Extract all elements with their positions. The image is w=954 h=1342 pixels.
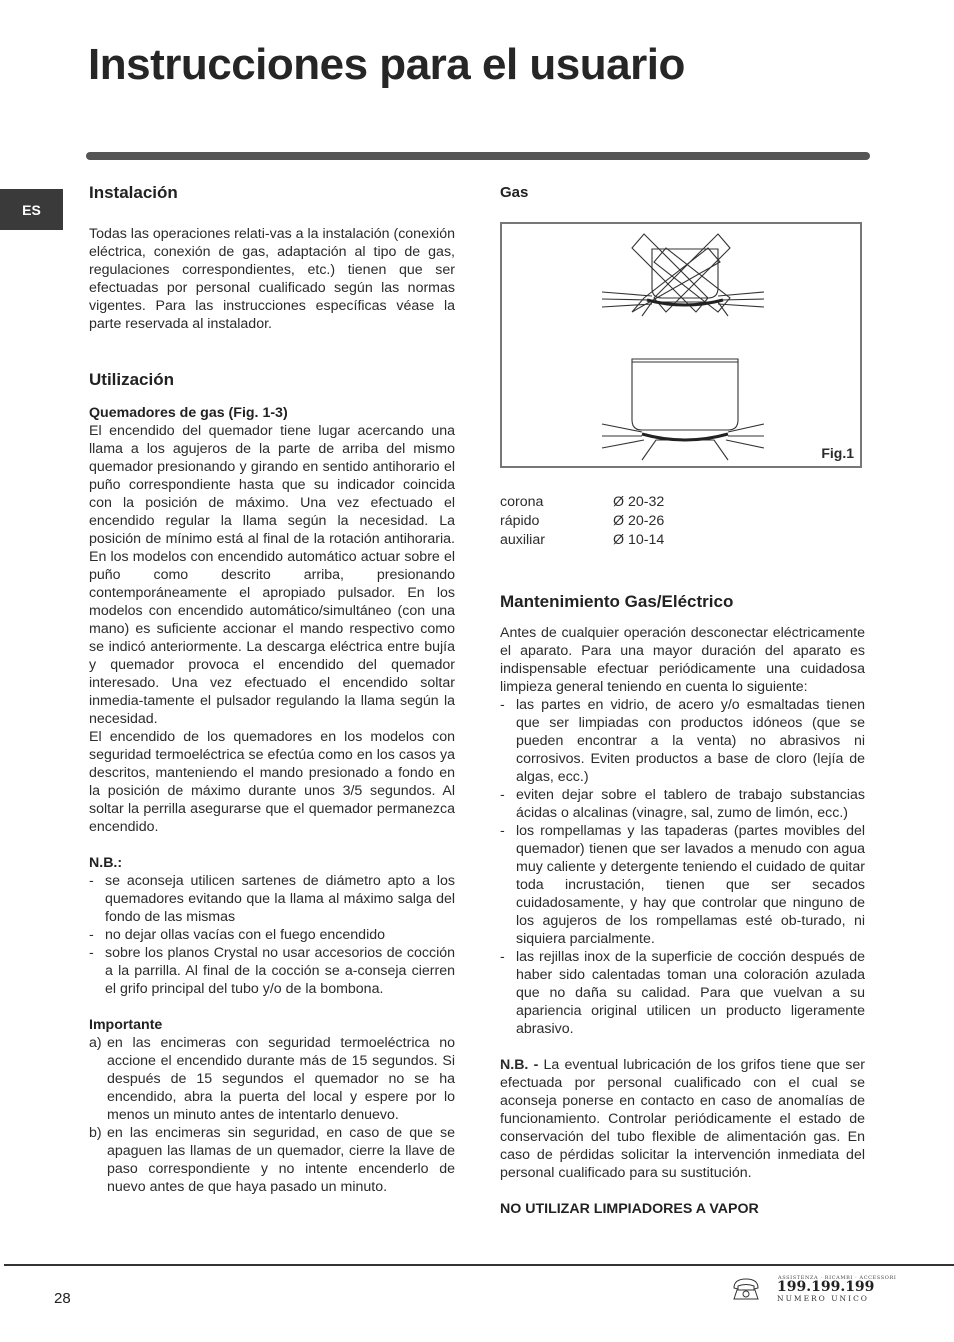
quemadores-paragraph-2: El encendido de los quemadores en los modelos con seguridad termoeléctrica se efectúa como en los casos ya descritos, manteniendo el mando presionado a fondo en la posición de máximo durante unos 3/5 segundos. Al soltar la perrilla asegurarse que el quemador permanezca encendido. — [89, 729, 455, 835]
importante-heading: Importante — [89, 1017, 163, 1033]
burner-name: corona — [500, 494, 544, 510]
nb-list — [89, 872, 455, 998]
page-number: 28 — [54, 1290, 71, 1307]
figure-caption: Fig.1 — [821, 445, 854, 461]
quemadores-paragraph-1: El encendido del quemador tiene lugar acercando una llama a los agujeros de la parte de arriba del mismo quemador presionando y girando en sentido antihorario el puño correspondiente hasta que su indicador coincida con la posición de máximo. Una vez efectuado el encendido regular la llama según la necesidad. La posición de mínimo está al final de la rotación antihoraria. En los modelos con encendido automático actuar sobre el puño como descrito arriba, presionando contemporáneamente el apropiado pulsador. En los modelos con encendido automático/simultáneo (con una mano) es suficiente accionar el mando respectivo como se indicó anteriormente. La descarga eléctrica entre bujía y quemador provoca el encendido del quemador interesado. Una vez efectuado el encendido soltar inmedia-tamente el pulsador regulando la llama según la necesidad. — [89, 423, 455, 727]
list-item: - los rompellamas y las tapaderas (partes movibles del quemador) tienen que ser lavados a menudo con agua muy caliente y detergente teniendo el cuidado de quitar toda incrustación, tienen que ser secados cuidadosamente, y hay que controlar que ninguno de los agujeros de los rompellamas esté ob-turado, ni siquiera parcialmente. — [500, 822, 865, 948]
nb-heading: N.B.: — [89, 855, 123, 871]
importante-list — [89, 1034, 455, 1196]
list-item-text: en las encimeras sin seguridad, en caso de que se apaguen las llamas de un quemador, cierre la llave de paso correspondiente y no intente encenderlo de nuevo antes de que haya pasado un minuto. — [107, 1125, 455, 1195]
phone-icon — [734, 1279, 758, 1299]
burner-diameter: Ø 20-32 — [613, 494, 665, 510]
page-title: Instrucciones para el usuario — [88, 40, 685, 89]
header-divider — [86, 152, 870, 160]
mantenimiento-list — [500, 696, 865, 1038]
nb-label: N.B. - — [500, 1057, 539, 1073]
list-item — [89, 1034, 455, 1124]
burner-name: rápido — [500, 513, 540, 529]
mantenimiento-nb — [500, 1056, 865, 1182]
steam-cleaner-warning: NO UTILIZAR LIMPIADORES A VAPOR — [500, 1201, 759, 1217]
quemadores-subheading: Quemadores de gas (Fig. 1-3) — [89, 405, 288, 421]
list-item — [89, 1124, 455, 1196]
mantenimiento-heading: Mantenimiento Gas/Eléctrico — [500, 592, 734, 611]
list-item: - las partes en vidrio, de acero y/o esmaltadas tienen que ser limpiadas con productos idóneos (que se pueden encontrar a la venta) no abrasivos ni corrosivos. Eviten productos a base de cloro (lejía de algas, ecc.) — [500, 696, 865, 786]
mantenimiento-intro: Antes de cualquier operación desconectar eléctricamente el aparato. Para una mayor duración del aparato es indispensable efectuar periódicamente una cuidadosa limpieza general teniendo en cuenta lo siguiente: — [500, 625, 865, 695]
burner-figure — [500, 222, 862, 468]
list-marker: b) — [89, 1125, 102, 1141]
left-column — [89, 184, 455, 1196]
language-tab: ES — [0, 189, 63, 230]
burner-diagram — [502, 224, 860, 466]
table-row — [500, 531, 664, 550]
service-number-logo — [732, 1274, 897, 1304]
list-item: - las rejillas inox de la superficie de cocción después de haber sido calentadas toman una coloración azulada que no daña su calidad. Para que vuelvan a su apariencia original utilicen un producto ligeramente abrasivo. — [500, 948, 865, 1038]
logo-number: 199.199.199 — [777, 1279, 875, 1295]
burner-size-table — [500, 493, 664, 550]
instalacion-heading: Instalación — [89, 183, 178, 202]
list-item: - se aconseja utilicen sartenes de diámetro apto a los quemadores evitando que la llama al máximo salga del fondo de las mismas — [89, 872, 455, 926]
list-marker: a) — [89, 1035, 102, 1051]
burner-diameter: Ø 10-14 — [613, 532, 665, 548]
gas-heading: Gas — [500, 184, 529, 201]
burner-diameter: Ø 20-26 — [613, 513, 665, 529]
list-item: - no dejar ollas vacías con el fuego encendido — [89, 926, 455, 944]
footer-divider — [4, 1264, 954, 1266]
instalacion-text: Todas las operaciones relati-vas a la instalación (conexión eléctrica, conexión de gas, adaptación al tipo de gas, regulaciones correspondientes, etc.) tienen que ser efectuadas por personal cualificado según las normas vigentes. Para las instrucciones específicas véase la parte reservada al instalador. — [89, 226, 455, 332]
utilizacion-heading: Utilización — [89, 370, 175, 389]
nb-text: La eventual lubricación de los grifos tiene que ser efectuada por personal cualificado con el cual se aconseja ponerse en contacto en caso de anomalías de funcionamiento. Controlar periódicamente el estado de conservación del tubo flexible de alimentación gas. En caso de pérdidas solicitar la intervención inmediata del personal cualificado para su sustitución. — [500, 1057, 866, 1181]
burner-name: auxiliar — [500, 532, 545, 548]
list-item-text: en las encimeras con seguridad termoeléctrica no accione el encendido durante más de 15 segundos. Si después de 15 segundos el quemador no se ha encendido, abra la puerta del local y espere por lo menos un minuto antes de intentarlo denuevo. — [107, 1035, 455, 1123]
list-item: - sobre los planos Crystal no usar accesorios de cocción a la parrilla. Al final de la cocción se a-conseja cierren el grifo principal del tubo y/o de la bombona. — [89, 944, 455, 998]
logo-top-text: ASSISTENZA · RICAMBI · ACCESSORI — [778, 1275, 897, 1281]
table-row — [500, 512, 664, 531]
right-column — [500, 184, 865, 1218]
list-item: - eviten dejar sobre el tablero de trabajo substancias ácidas o alcalinas (vinagre, sal, zumo de limón, ecc.) — [500, 786, 865, 822]
table-row — [500, 493, 664, 512]
logo-bottom-text: NUMERO UNICO — [777, 1294, 869, 1303]
